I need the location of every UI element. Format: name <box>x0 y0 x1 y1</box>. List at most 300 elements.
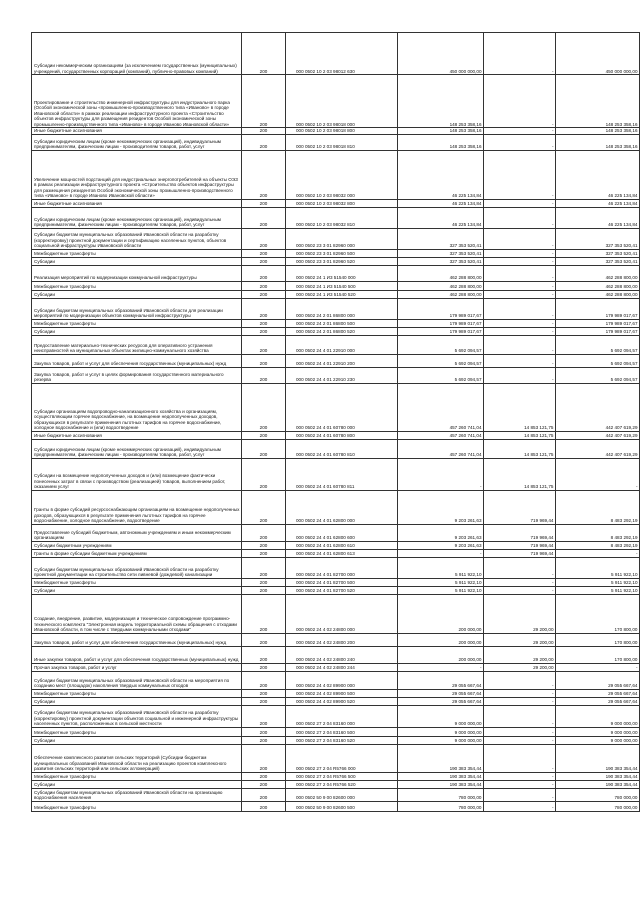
row-name: Гранты в форме субсидии бюджетным учреждениям <box>32 549 242 557</box>
row-name: Субсидии <box>32 290 242 298</box>
row-assigned: 780 000,00 <box>398 788 484 801</box>
row-assigned: 190 383 354,44 <box>398 780 484 788</box>
row-assigned: - <box>398 663 484 671</box>
table-row <box>32 549 640 557</box>
row-name: Субсидии <box>32 736 242 744</box>
row-kbk: 000 0502 24 4 01 60780 811 <box>286 458 398 490</box>
row-kbk: 000 0502 27 2 04 83160 500 <box>286 727 398 736</box>
row-executed: - <box>484 290 556 298</box>
row-assigned: 9 000 000,00 <box>398 736 484 744</box>
row-executed: - <box>484 772 556 780</box>
row-remaining: 190 383 354,44 <box>556 744 640 772</box>
table-row <box>32 788 640 801</box>
row-kbk: 000 0502 23 3 01 82960 000 <box>286 228 398 249</box>
row-assigned: 9 203 261,63 <box>398 490 484 524</box>
table-row <box>32 354 640 367</box>
row-remaining: 9 000 000,00 <box>556 727 640 736</box>
row-kbk: 000 0502 24 4 02 89900 500 <box>286 689 398 697</box>
row-remaining: 5 911 922,10 <box>556 557 640 578</box>
row-executed: - <box>484 697 556 705</box>
row-executed: - <box>484 33 556 75</box>
row-name: Субсидии бюджетам муниципальных образований Ивановской области для реализации мероприятий по модернизации объектов коммунальной инфраструктуры <box>32 298 242 319</box>
row-assigned: 5 692 094,57 <box>398 367 484 383</box>
row-executed: 719 969,44 <box>484 549 556 557</box>
row-code: 200 <box>242 439 286 458</box>
row-executed: - <box>484 354 556 367</box>
row-code: 200 <box>242 549 286 557</box>
row-remaining: 46 225 134,84 <box>556 207 640 228</box>
row-code: 200 <box>242 586 286 594</box>
row-remaining: 5 911 922,10 <box>556 578 640 586</box>
row-kbk: 000 0502 10 2 03 98032 810 <box>286 207 398 228</box>
row-executed: - <box>484 199 556 207</box>
table-row <box>32 75 640 128</box>
row-name: Субсидии <box>32 586 242 594</box>
row-remaining: 327 353 520,41 <box>556 249 640 257</box>
row-remaining: 29 055 667,64 <box>556 697 640 705</box>
row-name: Субсидии <box>32 327 242 335</box>
row-assigned: 780 000,00 <box>398 801 484 811</box>
row-assigned: 462 288 800,00 <box>398 281 484 290</box>
row-code: 200 <box>242 557 286 578</box>
row-remaining: 5 692 094,57 <box>556 367 640 383</box>
row-kbk: 000 0502 27 2 04 83160 000 <box>286 705 398 727</box>
row-executed: - <box>484 335 556 354</box>
row-kbk: 000 0502 24 1 И3 51540 520 <box>286 290 398 298</box>
row-remaining: 170 800,00 <box>556 633 640 646</box>
row-name: Субсидии организациям водопроводно-канализационного хозяйства и организациям, осуществляющим горячее водоснабжение, на возмещение недополученных доходов, образующихся в результате применения льготных тарифов на горячее водоснабжение, холодное водоснабжение и (или) водоотведение <box>32 383 242 431</box>
row-kbk: 000 0502 50 9 00 82600 500 <box>286 801 398 811</box>
table-row <box>32 257 640 265</box>
row-name: Обеспечение комплексного развития сельских территорий (Субсидии бюджетам муниципальных образований Ивановской области на реализацию проектов комплексного развития сельских территорий или сельских агломераций) <box>32 744 242 772</box>
row-assigned: 200 000,00 <box>398 646 484 663</box>
row-code: 200 <box>242 541 286 549</box>
row-kbk: 000 0502 24 1 И3 51540 500 <box>286 281 398 290</box>
row-remaining: 462 288 800,00 <box>556 265 640 281</box>
row-executed: - <box>484 265 556 281</box>
row-assigned: 179 989 017,67 <box>398 298 484 319</box>
row-code: 200 <box>242 633 286 646</box>
row-kbk: 000 0502 27 2 04 R5766 520 <box>286 780 398 788</box>
row-name: Иные закупки товаров, работ и услуг для обеспечения государственных (муниципальных) нужд <box>32 646 242 663</box>
row-kbk: 000 0502 24 4 02 89900 000 <box>286 671 398 689</box>
row-name: Субсидии юридическим лицам (кроме некоммерческих организаций), индивидуальным предпринимателям, физическим лицам - производителям товаров, работ, услуг <box>32 439 242 458</box>
row-executed: 719 969,44 <box>484 524 556 541</box>
row-executed: - <box>484 75 556 128</box>
row-kbk: 000 0502 24 2 01 86800 500 <box>286 319 398 327</box>
row-remaining: 462 288 800,00 <box>556 290 640 298</box>
row-code: 200 <box>242 134 286 150</box>
row-executed: - <box>484 689 556 697</box>
row-kbk: 000 0502 24 4 01 62800 600 <box>286 524 398 541</box>
row-name: Межбюджетные трансферты <box>32 578 242 586</box>
row-assigned: 46 225 134,84 <box>398 207 484 228</box>
row-assigned: 29 055 667,64 <box>398 671 484 689</box>
row-kbk: 000 0502 24 4 02 89900 520 <box>286 697 398 705</box>
row-executed: - <box>484 298 556 319</box>
row-assigned: 200 000,00 <box>398 594 484 633</box>
row-kbk: 000 0502 24 2 01 86800 000 <box>286 298 398 319</box>
row-remaining: 780 000,00 <box>556 788 640 801</box>
row-code: 200 <box>242 33 286 75</box>
table-row <box>32 228 640 249</box>
row-executed: - <box>484 744 556 772</box>
row-code: 200 <box>242 327 286 335</box>
row-code: 200 <box>242 249 286 257</box>
row-executed: 14 853 121,75 <box>484 458 556 490</box>
table-row <box>32 578 640 586</box>
row-remaining: 170 800,00 <box>556 594 640 633</box>
table-row <box>32 383 640 431</box>
row-code: 200 <box>242 335 286 354</box>
row-executed: - <box>484 128 556 135</box>
row-executed: 14 853 121,75 <box>484 383 556 431</box>
row-remaining: 5 911 922,10 <box>556 586 640 594</box>
table-row <box>32 249 640 257</box>
table-row <box>32 524 640 541</box>
row-kbk: 000 0502 10 2 03 98012 630 <box>286 33 398 75</box>
row-name: Межбюджетные трансферты <box>32 249 242 257</box>
row-name: Гранты в форме субсидий ресурсоснабжающим организациям на возмещение недополученных доходов, образующихся в результате применения льготных тарифов на горячее водоснабжение, холодное водоснабжение, водоотведение <box>32 490 242 524</box>
table-row <box>32 319 640 327</box>
row-name: Межбюджетные трансферты <box>32 689 242 697</box>
row-kbk: 000 0502 24 4 01 82700 000 <box>286 557 398 578</box>
table-row <box>32 671 640 689</box>
table-row <box>32 727 640 736</box>
row-assigned: - <box>398 549 484 557</box>
row-executed: - <box>484 586 556 594</box>
row-code: 200 <box>242 199 286 207</box>
table-row <box>32 780 640 788</box>
row-remaining: 327 353 520,41 <box>556 228 640 249</box>
row-remaining: 148 253 358,16 <box>556 134 640 150</box>
row-code: 200 <box>242 736 286 744</box>
row-assigned: 457 260 741,04 <box>398 383 484 431</box>
row-code: 200 <box>242 265 286 281</box>
row-assigned: 179 989 017,67 <box>398 319 484 327</box>
row-assigned: 5 692 094,57 <box>398 354 484 367</box>
row-assigned: 148 253 358,16 <box>398 134 484 150</box>
row-assigned: 190 383 354,44 <box>398 772 484 780</box>
row-executed: - <box>484 801 556 811</box>
row-name: Субсидии бюджетам муниципальных образований Ивановской области на разработку (корректировку) проектной документации и сертификацию населенных пунктов, объектов социальной инфраструктуры Ивановской области <box>32 228 242 249</box>
row-name: Межбюджетные трансферты <box>32 281 242 290</box>
table-row <box>32 490 640 524</box>
row-assigned: 5 692 094,57 <box>398 335 484 354</box>
row-code: 200 <box>242 663 286 671</box>
row-assigned: - <box>398 458 484 490</box>
row-code: 200 <box>242 290 286 298</box>
row-kbk: 000 0502 24 4 01 60780 810 <box>286 439 398 458</box>
row-name: Создание, внедрение, развитие, модернизация и техническое сопровождение программно-технического комплекта "Электронная модель территориальной схемы обращения с отходами Ивановской области, в том числе с твердыми коммунальными отходами" <box>32 594 242 633</box>
row-assigned: 462 288 800,00 <box>398 265 484 281</box>
row-remaining: 179 989 017,67 <box>556 327 640 335</box>
row-code: 200 <box>242 801 286 811</box>
table-row <box>32 705 640 727</box>
row-assigned: 179 989 017,67 <box>398 327 484 335</box>
row-remaining: 442 407 619,29 <box>556 383 640 431</box>
row-name: Предоставление субсидий бюджетным, автономным учреждениям и иным некоммерческим организациям <box>32 524 242 541</box>
row-executed: - <box>484 671 556 689</box>
row-name: Субсидии <box>32 780 242 788</box>
row-executed: - <box>484 207 556 228</box>
row-assigned: 29 055 667,64 <box>398 689 484 697</box>
row-executed: 29 200,00 <box>484 646 556 663</box>
row-remaining: 29 055 667,64 <box>556 671 640 689</box>
table-row <box>32 439 640 458</box>
row-name: Субсидии <box>32 257 242 265</box>
row-code: 200 <box>242 207 286 228</box>
row-kbk: 000 0502 23 3 01 82960 500 <box>286 249 398 257</box>
table-row <box>32 458 640 490</box>
row-code: 200 <box>242 524 286 541</box>
table-row <box>32 281 640 290</box>
row-executed: - <box>484 578 556 586</box>
row-kbk: 000 0502 24 4 01 82700 500 <box>286 578 398 586</box>
table-row <box>32 431 640 439</box>
row-name: Субсидии бюджетам муниципальных образований Ивановской области на мероприятия по созданию мест (площадок) накопления твердых коммунальных отходов <box>32 671 242 689</box>
row-kbk: 000 0502 10 2 03 98018 000 <box>286 75 398 128</box>
row-name: Субсидии бюджетам муниципальных образований Ивановской области на разработку проектной документации на строительство сети ливневой (дождевой) канализации <box>32 557 242 578</box>
row-name: Иные бюджетные ассигнования <box>32 431 242 439</box>
row-executed: - <box>484 228 556 249</box>
row-name: Реализация мероприятий по модернизации коммунальной инфраструктуры <box>32 265 242 281</box>
row-executed: - <box>484 249 556 257</box>
row-assigned: 462 288 800,00 <box>398 290 484 298</box>
row-name: Субсидии на возмещение недополученных доходов и (или) возмещение фактически понесенных затрат в связи с производством (реализацией) товаров, выполнением работ, оказанием услуг <box>32 458 242 490</box>
row-remaining: 29 055 667,64 <box>556 689 640 697</box>
table-row <box>32 134 640 150</box>
row-remaining: 462 288 800,00 <box>556 281 640 290</box>
table-row <box>32 557 640 578</box>
row-executed: 719 969,44 <box>484 541 556 549</box>
row-code: 200 <box>242 646 286 663</box>
row-name: Межбюджетные трансферты <box>32 801 242 811</box>
row-executed: - <box>484 780 556 788</box>
row-code: 200 <box>242 458 286 490</box>
row-name: Прочая закупка товаров, работ и услуг <box>32 663 242 671</box>
row-remaining: 190 383 354,44 <box>556 772 640 780</box>
row-name: Субсидии юридическим лицам (кроме некоммерческих организаций), индивидуальным предпринимателям, физическим лицам - производителям товаров, работ, услуг <box>32 207 242 228</box>
row-code: 200 <box>242 772 286 780</box>
row-code: 200 <box>242 298 286 319</box>
row-kbk: 000 0502 23 3 01 82960 520 <box>286 257 398 265</box>
row-executed: - <box>484 705 556 727</box>
row-name: Субсидии <box>32 697 242 705</box>
row-assigned: 200 000,00 <box>398 633 484 646</box>
table-row <box>32 327 640 335</box>
row-executed: - <box>484 150 556 199</box>
table-row <box>32 744 640 772</box>
table-row <box>32 541 640 549</box>
row-remaining: 9 000 000,00 <box>556 736 640 744</box>
row-code: 200 <box>242 490 286 524</box>
row-remaining: 5 692 094,57 <box>556 335 640 354</box>
row-kbk: 000 0502 24 4 01 60780 000 <box>286 383 398 431</box>
row-kbk: 000 0502 24 4 01 22910 200 <box>286 354 398 367</box>
table-row <box>32 801 640 811</box>
row-assigned: 327 353 520,41 <box>398 249 484 257</box>
row-code: 200 <box>242 689 286 697</box>
row-code: 200 <box>242 228 286 249</box>
row-executed: - <box>484 788 556 801</box>
row-assigned: 5 911 922,10 <box>398 586 484 594</box>
row-kbk: 000 0502 24 4 02 24800 240 <box>286 646 398 663</box>
row-name: Субсидии некоммерческим организациям (за исключением государственных (муниципальных) учреждений, государственных корпораций (компаний), публично-правовых компаний) <box>32 33 242 75</box>
row-assigned: 148 253 358,16 <box>398 75 484 128</box>
table-row <box>32 33 640 75</box>
table-row <box>32 298 640 319</box>
row-executed: 14 853 121,75 <box>484 431 556 439</box>
table-row <box>32 736 640 744</box>
row-remaining: - <box>556 458 640 490</box>
row-executed: - <box>484 134 556 150</box>
row-kbk: 000 0502 24 4 01 62800 613 <box>286 549 398 557</box>
table-row <box>32 367 640 383</box>
table-row <box>32 689 640 697</box>
row-code: 200 <box>242 788 286 801</box>
row-kbk: 000 0502 24 4 02 24800 000 <box>286 594 398 633</box>
row-executed: - <box>484 557 556 578</box>
row-code: 200 <box>242 594 286 633</box>
row-code: 200 <box>242 367 286 383</box>
row-name: Проектирование и строительство инженерной инфраструктуры для индустриального парка (Особой экономической зоны «промышленно-производственного типа «Иваново» в городе Ивановской области» в рамках реализации инфраструктурного проекта «Строительство объектов инфраструктуры для размещения резидентов Особой экономической зоны промышленно-производственного типа «Иваново» в городе Иваново Ивановской области» <box>32 75 242 128</box>
row-kbk: 000 0502 27 2 04 R5766 500 <box>286 772 398 780</box>
table-row <box>32 150 640 199</box>
row-code: 200 <box>242 705 286 727</box>
row-remaining: 442 407 619,29 <box>556 431 640 439</box>
row-name: Увеличение мощностей подстанций для индустриальных энергопотребителей на объекты ОЭЗ в рамках реализации инфраструктурного проекта «Строительство объектов инфраструктуры для размещения резидентов Особой экономической зоны промышленно-производственного типа «Иваново» в городе Иваново Ивановской области» <box>32 150 242 199</box>
row-kbk: 000 0502 24 4 01 22910 000 <box>286 335 398 354</box>
row-kbk: 000 0502 27 2 04 83160 520 <box>286 736 398 744</box>
row-assigned: 9 203 261,63 <box>398 541 484 549</box>
row-remaining: 46 225 134,84 <box>556 150 640 199</box>
row-code: 200 <box>242 671 286 689</box>
row-kbk: 000 0502 24 2 01 86800 520 <box>286 327 398 335</box>
row-remaining: - <box>556 549 640 557</box>
row-name: Межбюджетные трансферты <box>32 727 242 736</box>
table-row <box>32 594 640 633</box>
row-kbk: 000 0502 10 2 03 98018 810 <box>286 134 398 150</box>
row-remaining: 170 800,00 <box>556 646 640 663</box>
row-remaining: 327 353 520,41 <box>556 257 640 265</box>
row-name: Межбюджетные трансферты <box>32 319 242 327</box>
row-code: 200 <box>242 128 286 135</box>
row-code: 200 <box>242 257 286 265</box>
row-assigned: 327 353 520,41 <box>398 257 484 265</box>
row-code: 200 <box>242 75 286 128</box>
row-kbk: 000 0502 24 4 01 62800 610 <box>286 541 398 549</box>
row-remaining: 148 253 358,16 <box>556 75 640 128</box>
row-assigned: 9 203 261,63 <box>398 524 484 541</box>
row-remaining: 450 000 000,00 <box>556 33 640 75</box>
row-code: 200 <box>242 697 286 705</box>
row-code: 200 <box>242 727 286 736</box>
row-name: Закупка товаров, работ и услуг для обеспечения государственных (муниципальных) нужд <box>32 354 242 367</box>
row-executed: 14 853 121,75 <box>484 439 556 458</box>
table-row <box>32 335 640 354</box>
row-assigned: 9 000 000,00 <box>398 705 484 727</box>
table-row <box>32 207 640 228</box>
row-assigned: 457 260 741,04 <box>398 431 484 439</box>
row-kbk: 000 0502 10 2 03 98032 800 <box>286 199 398 207</box>
table-row <box>32 199 640 207</box>
row-executed: - <box>484 327 556 335</box>
row-executed: - <box>484 727 556 736</box>
row-remaining: 46 225 134,84 <box>556 199 640 207</box>
row-assigned: 5 911 922,10 <box>398 557 484 578</box>
row-assigned: 190 383 354,44 <box>398 744 484 772</box>
row-executed: 719 969,44 <box>484 490 556 524</box>
row-assigned: 29 055 667,64 <box>398 697 484 705</box>
row-assigned: 148 253 358,16 <box>398 128 484 135</box>
table-row <box>32 265 640 281</box>
row-executed: - <box>484 736 556 744</box>
row-remaining: 190 383 354,44 <box>556 780 640 788</box>
row-assigned: 327 353 520,41 <box>398 228 484 249</box>
row-name: Закупка товаров, работ и услуг в целях формирования государственного материального резерва <box>32 367 242 383</box>
table-row <box>32 633 640 646</box>
table-row <box>32 586 640 594</box>
row-remaining: 780 000,00 <box>556 801 640 811</box>
row-remaining: 442 407 619,29 <box>556 439 640 458</box>
row-kbk: 000 0502 24 4 01 60780 800 <box>286 431 398 439</box>
row-code: 200 <box>242 780 286 788</box>
row-kbk: 000 0502 27 2 04 R5766 000 <box>286 744 398 772</box>
row-remaining: 148 253 358,16 <box>556 128 640 135</box>
row-kbk: 000 0502 50 9 00 82600 000 <box>286 788 398 801</box>
row-name: Иные бюджетные ассигнования <box>32 199 242 207</box>
row-remaining: 179 989 017,67 <box>556 319 640 327</box>
row-executed: 29 200,00 <box>484 594 556 633</box>
row-assigned: 46 225 134,84 <box>398 150 484 199</box>
table-body <box>32 33 640 812</box>
row-code: 200 <box>242 383 286 431</box>
row-kbk: 000 0502 24 1 И3 51540 000 <box>286 265 398 281</box>
row-code: 200 <box>242 744 286 772</box>
row-name: Субсидии бюджетным учреждениям <box>32 541 242 549</box>
budget-execution-table <box>31 32 640 812</box>
row-code: 200 <box>242 281 286 290</box>
row-executed: - <box>484 281 556 290</box>
row-kbk: 000 0502 24 4 01 22910 230 <box>286 367 398 383</box>
row-remaining: 8 483 292,19 <box>556 541 640 549</box>
row-name: Предоставление материально-технических ресурсов для оперативного устранения неисправностей на муниципальных объектах жилищно-коммунального хозяйства <box>32 335 242 354</box>
table-row <box>32 646 640 663</box>
row-executed: 29 200,00 <box>484 633 556 646</box>
row-kbk: 000 0502 24 4 02 24800 244 <box>286 663 398 671</box>
row-remaining: 179 989 017,67 <box>556 298 640 319</box>
row-name: Субсидии бюджетам муниципальных образований Ивановской области на организацию водоснабжения населения <box>32 788 242 801</box>
row-kbk: 000 0502 24 4 02 24800 200 <box>286 633 398 646</box>
row-executed: - <box>484 257 556 265</box>
row-name: Закупка товаров, работ и услуг для обеспечения государственных (муниципальных) нужд <box>32 633 242 646</box>
row-remaining: 5 692 094,57 <box>556 354 640 367</box>
row-kbk: 000 0502 10 2 03 98032 000 <box>286 150 398 199</box>
row-name: Межбюджетные трансферты <box>32 772 242 780</box>
row-kbk: 000 0502 10 2 03 98018 800 <box>286 128 398 135</box>
row-name: Субсидии юридическим лицам (кроме некоммерческих организаций), индивидуальным предпринимателям, физическим лицам - производителям товаров, работ, услуг <box>32 134 242 150</box>
row-assigned: 457 260 741,04 <box>398 439 484 458</box>
row-assigned: 46 225 134,84 <box>398 199 484 207</box>
row-remaining: - <box>556 663 640 671</box>
row-code: 200 <box>242 578 286 586</box>
row-kbk: 000 0502 24 4 01 82700 520 <box>286 586 398 594</box>
table-row <box>32 663 640 671</box>
row-code: 200 <box>242 150 286 199</box>
row-remaining: 9 000 000,00 <box>556 705 640 727</box>
table-row <box>32 772 640 780</box>
